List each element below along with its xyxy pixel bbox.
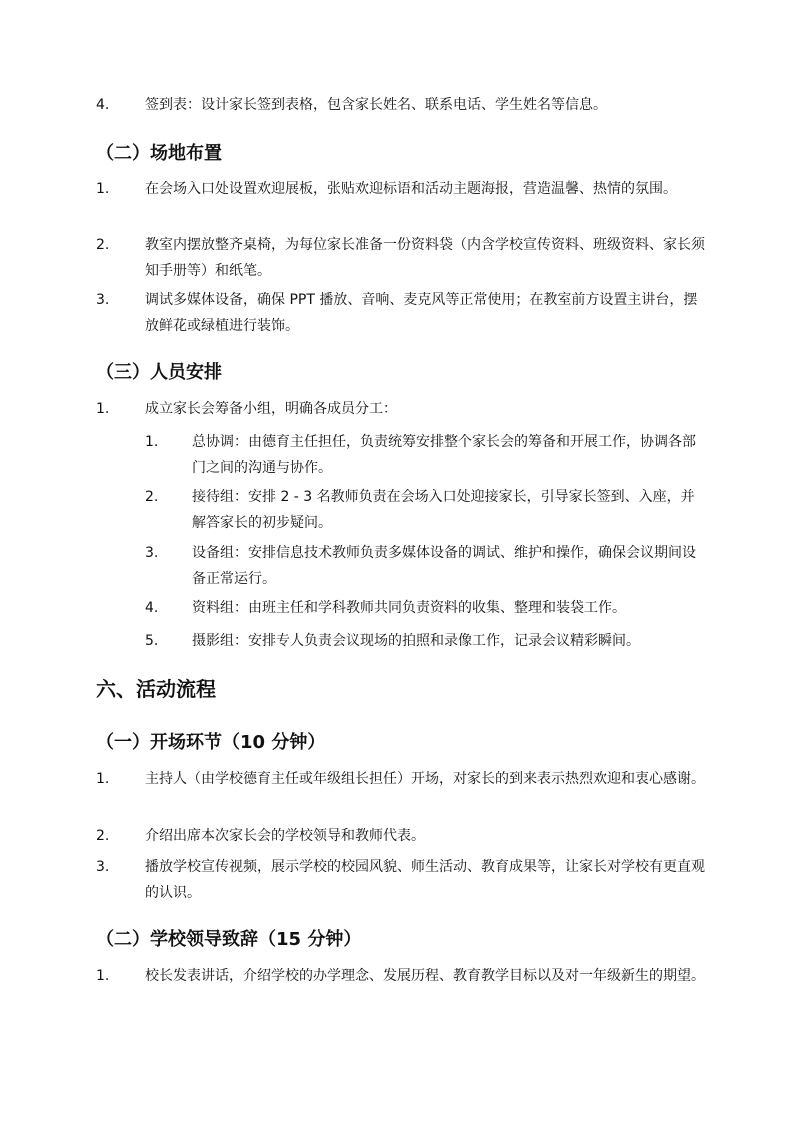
sub-list-number: 5. [145, 633, 159, 649]
list-number: 1. [96, 968, 110, 984]
list-text: 播放学校宣传视频，展示学校的校园风貌、师生活动、教育成果等，让家长对学校有更直观的认识。 [145, 859, 705, 901]
sub-list-number: 4. [145, 600, 159, 616]
list-text: 在会场入口处设置欢迎展板，张贴欢迎标语和活动主题海报，营造温馨、热情的氛围。 [145, 181, 677, 197]
sub-list-text: 设备组：安排信息技术教师负责多媒体设备的调试、维护和操作，确保会议期间设备正常运行。 [192, 545, 696, 587]
list-number: 3. [96, 292, 110, 308]
list-number: 2. [96, 237, 110, 253]
sub-list-number: 2. [145, 489, 159, 505]
sub-list-number: 1. [145, 434, 159, 450]
section-heading-opening: （一）开场环节（10 分钟） [96, 732, 326, 753]
list-number: 1. [96, 181, 110, 197]
list-number: 4. [96, 97, 110, 113]
list-text: 签到表：设计家长签到表格，包含家长姓名、联系电话、学生姓名等信息。 [145, 97, 607, 113]
section-heading-leader-speech: （二）学校领导致辞（15 分钟） [96, 929, 362, 950]
list-text: 教室内摆放整齐桌椅，为每位家长准备一份资料袋（内含学校宣传资料、班级资料、家长须知手册等）和纸笔。 [145, 237, 705, 279]
sub-list-text: 资料组：由班主任和学科教师共同负责资料的收集、整理和装袋工作。 [192, 600, 626, 616]
sub-list-text: 接待组：安排 2 - 3 名教师负责在会场入口处迎接家长，引导家长签到、入座，并解答家长的初步疑问。 [192, 489, 695, 531]
list-text: 介绍出席本次家长会的学校领导和教师代表。 [145, 828, 425, 844]
list-text: 主持人（由学校德育主任或年级组长担任）开场，对家长的到来表示热烈欢迎和衷心感谢。 [145, 771, 705, 787]
section-heading-staff: （三）人员安排 [96, 362, 222, 383]
list-text: 调试多媒体设备，确保 PPT 播放、音响、麦克风等正常使用；在教室前方设置主讲台，摆放鲜花或绿植进行装饰。 [145, 292, 698, 334]
list-text: 校长发表讲话，介绍学校的办学理念、发展历程、教育教学目标以及对一年级新生的期望。 [145, 968, 705, 984]
sub-list-text: 摄影组：安排专人负责会议现场的拍照和录像工作，记录会议精彩瞬间。 [192, 633, 640, 649]
list-number: 1. [96, 401, 110, 417]
list-text: 成立家长会筹备小组，明确各成员分工： [145, 401, 397, 417]
list-number: 1. [96, 771, 110, 787]
chapter-heading-process: 六、活动流程 [96, 677, 216, 701]
sub-list-number: 3. [145, 545, 159, 561]
section-heading-venue: （二）场地布置 [96, 143, 222, 164]
list-number: 3. [96, 859, 110, 875]
list-number: 2. [96, 828, 110, 844]
sub-list-text: 总协调：由德育主任担任，负责统筹安排整个家长会的筹备和开展工作，协调各部门之间的沟通与协作。 [192, 434, 696, 476]
